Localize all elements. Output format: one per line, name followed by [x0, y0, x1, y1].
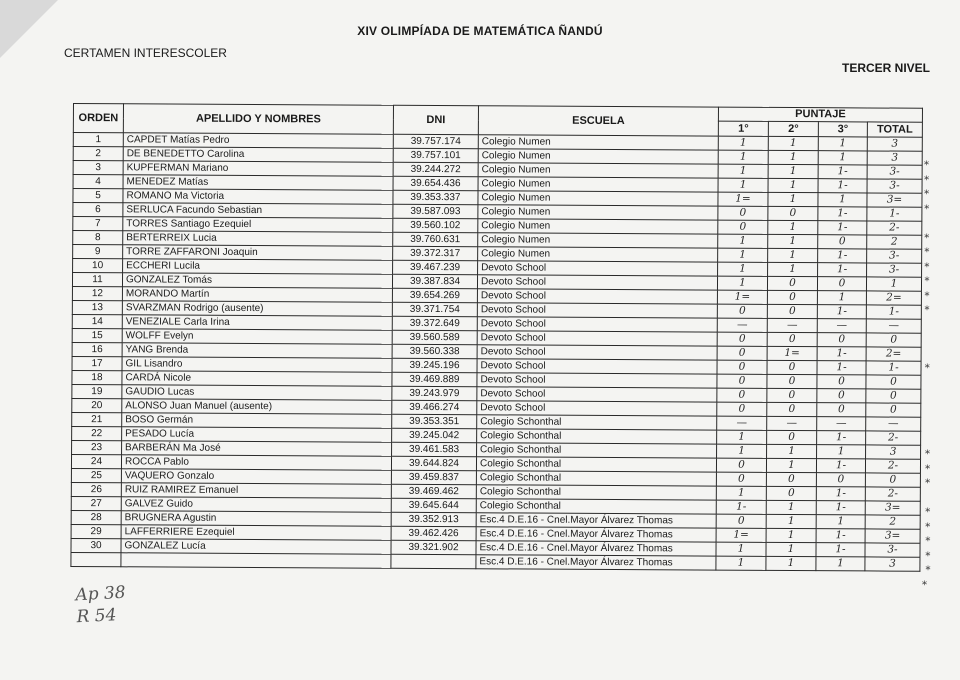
row-orden: 21 — [72, 412, 122, 426]
header-orden: ORDEN — [73, 104, 123, 133]
row-dni: 39.353.351 — [392, 414, 477, 428]
row-nombre: YANG Brenda — [122, 343, 392, 359]
row-score-1: 1 — [716, 542, 766, 556]
row-escuela: Devoto School — [477, 275, 717, 290]
row-escuela: Colegio Numen — [478, 247, 718, 262]
row-orden: 7 — [73, 217, 123, 231]
row-orden: 19 — [72, 384, 122, 398]
row-escuela: Colegio Schonthal — [477, 429, 717, 444]
row-escuela: Devoto School — [477, 359, 717, 374]
row-score-2: 1 — [768, 192, 818, 206]
row-orden: 4 — [73, 175, 123, 189]
row-check-mark: * — [925, 478, 931, 490]
row-check-mark: * — [925, 565, 931, 577]
row-dni: 39.560.589 — [392, 330, 477, 344]
row-dni: 39.560.102 — [393, 218, 478, 232]
handwritten-note — [75, 582, 127, 629]
row-orden: 14 — [72, 314, 122, 328]
row-check-mark: * — [924, 362, 930, 374]
row-score-2: 0 — [767, 290, 817, 304]
row-check-mark: * — [925, 550, 931, 562]
row-score-2: 1 — [766, 528, 816, 542]
row-check-mark: * — [924, 276, 930, 288]
row-check-mark: * — [924, 203, 930, 215]
row-escuela: Colegio Schonthal — [477, 443, 717, 458]
row-escuela: Devoto School — [477, 401, 717, 416]
row-score-1: — — [717, 318, 767, 332]
row-score-3: 0 — [817, 277, 866, 291]
row-score-2: 1 — [766, 458, 816, 472]
row-score-1: 0 — [716, 472, 766, 486]
row-score-3: 1- — [816, 487, 865, 501]
row-score-1: 1= — [717, 290, 767, 304]
row-dni: 39.244.272 — [393, 162, 478, 176]
row-nombre: GALVEZ Guido — [121, 497, 391, 513]
row-dni: 39.469.462 — [391, 484, 476, 498]
row-orden: 10 — [73, 259, 123, 273]
row-score-3: 1- — [817, 431, 866, 445]
row-score-total: 3- — [867, 249, 922, 263]
row-score-2: 1 — [768, 262, 818, 276]
row-score-1: 0 — [717, 402, 767, 416]
row-nombre: LAFFERRIERE Ezequiel — [121, 525, 391, 541]
row-dni: 39.644.824 — [391, 456, 476, 470]
row-dni: 39.371.754 — [392, 302, 477, 316]
row-nombre: VAQUERO Gonzalo — [121, 469, 391, 485]
row-score-2: 0 — [766, 472, 816, 486]
results-body — [71, 133, 922, 572]
row-escuela: Colegio Schonthal — [476, 485, 716, 500]
row-escuela: Devoto School — [477, 331, 717, 346]
row-score-3: 0 — [817, 403, 866, 417]
row-dni: 39.654.269 — [392, 288, 477, 302]
row-escuela: Devoto School — [477, 317, 717, 332]
row-nombre: MENEDEZ Matías — [123, 175, 393, 191]
row-dni: 39.459.837 — [391, 470, 476, 484]
row-check-mark: * — [924, 247, 930, 259]
row-score-1: 0 — [716, 514, 766, 528]
row-dni: 39.467.239 — [393, 260, 478, 274]
row-score-total: 3 — [867, 137, 922, 151]
row-score-2: 0 — [767, 430, 817, 444]
row-score-1: 1= — [718, 192, 768, 206]
row-nombre: BERTERREIX Lucia — [123, 231, 393, 247]
row-dni: 39.757.101 — [393, 148, 478, 162]
row-orden: 5 — [73, 189, 123, 203]
row-score-3: 1 — [816, 515, 865, 529]
row-score-1: 1 — [717, 276, 767, 290]
row-score-3: 0 — [817, 389, 866, 403]
row-check-mark: * — [924, 261, 930, 273]
row-dni: 39.461.583 — [392, 442, 477, 456]
row-nombre: BOSO Germán — [122, 413, 392, 429]
row-nombre: BARBERÁN Ma José — [122, 441, 392, 457]
row-escuela: Devoto School — [477, 373, 717, 388]
row-score-total: 1 — [866, 277, 921, 291]
row-check-mark: * — [925, 521, 931, 533]
row-nombre: GONZALEZ Lucía — [121, 539, 391, 555]
row-score-3: 1- — [817, 347, 866, 361]
row-dni: 39.372.649 — [392, 316, 477, 330]
row-score-total: 0 — [866, 403, 921, 417]
row-score-3: 1- — [818, 207, 867, 221]
row-score-3: 1- — [818, 221, 867, 235]
row-dni: 39.372.317 — [393, 246, 478, 260]
row-orden: 26 — [71, 482, 121, 496]
row-score-2: 1 — [768, 164, 818, 178]
row-escuela: Colegio Numen — [478, 191, 718, 206]
header-dni: DNI — [393, 105, 478, 134]
row-score-1: 1 — [718, 234, 768, 248]
row-orden: 2 — [73, 147, 123, 161]
row-score-1: 1 — [718, 164, 768, 178]
document-title: XIV OLIMPÍADA DE MATEMÁTICA ÑANDÚ — [357, 24, 603, 38]
row-score-1: 1 — [716, 486, 766, 500]
row-score-2: 0 — [768, 206, 818, 220]
row-score-total: — — [866, 319, 921, 333]
row-score-total: 0 — [866, 375, 921, 389]
row-dni: 39.466.274 — [392, 400, 477, 414]
row-score-2: 0 — [767, 360, 817, 374]
row-score-2: 1 — [768, 248, 818, 262]
header-apellido: APELLIDO Y NOMBRES — [123, 104, 393, 135]
row-score-total: — — [866, 417, 921, 431]
row-escuela: Colegio Numen — [478, 163, 718, 178]
row-nombre: PESADO Lucía — [122, 427, 392, 443]
row-score-total: 2- — [865, 459, 920, 473]
row-orden: 16 — [72, 342, 122, 356]
row-score-3: 0 — [816, 473, 865, 487]
row-dni: 39.352.913 — [391, 512, 476, 526]
row-escuela: Colegio Numen — [478, 219, 718, 234]
row-check-mark: * — [924, 160, 930, 172]
row-orden: 13 — [72, 300, 122, 314]
row-nombre: CARDÁ Nicole — [122, 371, 392, 387]
row-score-3: 1- — [818, 165, 867, 179]
row-check-mark: * — [922, 579, 927, 591]
row-nombre: ROMANO Ma Victoria — [123, 189, 393, 205]
row-escuela: Devoto School — [477, 303, 717, 318]
row-score-total: 0 — [865, 473, 920, 487]
row-score-2: 0 — [767, 276, 817, 290]
row-score-2: 1 — [768, 234, 818, 248]
note-line-1: Ap 38 — [74, 582, 127, 606]
row-check-mark: * — [924, 304, 930, 316]
row-check-mark: * — [925, 463, 931, 475]
row-score-2: 1 — [766, 514, 816, 528]
row-score-total: 3= — [865, 501, 920, 515]
row-escuela: Devoto School — [477, 289, 717, 304]
row-nombre: WOLFF Evelyn — [122, 329, 392, 345]
row-orden: 20 — [72, 398, 122, 412]
row-score-1: 1 — [718, 178, 768, 192]
row-score-3: 1- — [818, 249, 867, 263]
row-orden: 24 — [71, 454, 121, 468]
row-orden: 28 — [71, 510, 121, 524]
row-score-2: 1 — [768, 136, 818, 150]
row-orden: 6 — [73, 203, 123, 217]
row-dni: 39.387.834 — [392, 274, 477, 288]
row-score-3: 1 — [816, 557, 865, 571]
row-escuela: Esc.4 D.E.16 - Cnel.Mayor Álvarez Thomas — [476, 555, 716, 570]
row-score-2: 0 — [767, 332, 817, 346]
row-orden: 8 — [73, 231, 123, 245]
row-orden: 12 — [72, 286, 122, 300]
row-score-2: 1 — [766, 500, 816, 514]
row-score-total: 3= — [865, 529, 920, 543]
row-escuela: Colegio Numen — [478, 149, 718, 164]
row-nombre: GAUDIO Lucas — [122, 385, 392, 401]
row-score-total: 3- — [867, 263, 922, 277]
row-score-2: 1 — [768, 178, 818, 192]
row-score-1: — — [717, 416, 767, 430]
row-nombre: KUPFERMAN Mariano — [123, 161, 393, 177]
row-score-3: 1- — [816, 459, 865, 473]
row-score-2: 1 — [768, 150, 818, 164]
row-check-mark: * — [925, 507, 931, 519]
row-score-total: 3 — [867, 151, 922, 165]
row-score-1: 0 — [717, 374, 767, 388]
event-name: CERTAMEN INTERESCOLER — [64, 46, 227, 60]
row-orden: 9 — [73, 245, 123, 259]
row-score-2: 1= — [767, 346, 817, 360]
row-check-mark: * — [925, 536, 931, 548]
row-score-3: 1 — [817, 291, 866, 305]
row-score-2: 0 — [767, 388, 817, 402]
row-score-total: 2- — [865, 487, 920, 501]
row-dni: 39.462.426 — [391, 526, 476, 540]
header-escuela: ESCUELA — [478, 106, 718, 136]
row-score-3: 1- — [818, 179, 867, 193]
header-p1: 1° — [718, 121, 768, 136]
row-score-2: 1 — [766, 542, 816, 556]
row-score-3: 1- — [817, 305, 866, 319]
row-score-3: 1 — [818, 137, 867, 151]
row-score-2: 1 — [768, 220, 818, 234]
header-puntaje: PUNTAJE — [718, 107, 922, 122]
row-orden — [71, 552, 121, 566]
row-dni: 39.654.436 — [393, 176, 478, 190]
row-orden: 11 — [72, 273, 122, 287]
row-check-mark: * — [924, 174, 930, 186]
row-score-2: 1 — [766, 556, 816, 570]
row-dni: 39.645.644 — [391, 498, 476, 512]
row-score-2: — — [767, 416, 817, 430]
results-table — [70, 103, 923, 572]
row-score-1: 1- — [716, 500, 766, 514]
row-score-1: 1 — [718, 248, 768, 262]
row-score-1: 0 — [717, 304, 767, 318]
row-nombre: SVARZMAN Rodrigo (ausente) — [122, 301, 392, 317]
row-nombre: MORANDO Martín — [122, 287, 392, 303]
row-escuela: Devoto School — [478, 261, 718, 276]
row-dni: 39.245.042 — [392, 428, 477, 442]
row-dni: 39.243.979 — [392, 386, 477, 400]
row-escuela: Colegio Numen — [478, 177, 718, 192]
row-dni: 39.353.337 — [393, 190, 478, 204]
row-escuela: Colegio Schonthal — [476, 499, 716, 514]
header-total: TOTAL — [867, 122, 922, 137]
level-label: TERCER NIVEL — [842, 61, 931, 75]
row-score-total: 2 — [867, 235, 922, 249]
header-p3: 3° — [818, 122, 867, 137]
row-escuela: Devoto School — [477, 387, 717, 402]
row-nombre: ALONSO Juan Manuel (ausente) — [122, 399, 392, 415]
row-dni — [391, 554, 476, 568]
row-score-3: 1 — [818, 151, 867, 165]
row-escuela: Esc.4 D.E.16 - Cnel.Mayor Álvarez Thomas — [476, 541, 716, 556]
row-check-mark: * — [924, 189, 930, 201]
row-check-mark: * — [924, 290, 930, 302]
row-score-1: 1 — [716, 556, 766, 570]
row-orden: 15 — [72, 328, 122, 342]
row-score-total: 1- — [866, 361, 921, 375]
row-score-3: 1- — [816, 543, 865, 557]
row-score-3: 1 — [817, 445, 866, 459]
row-score-total: 3- — [867, 179, 922, 193]
row-dni: 39.321.902 — [391, 540, 476, 554]
row-orden: 23 — [72, 440, 122, 454]
row-score-1: 1 — [718, 136, 768, 150]
row-score-1: 0 — [716, 458, 766, 472]
row-dni: 39.469.889 — [392, 372, 477, 386]
row-escuela: Colegio Numen — [478, 205, 718, 220]
row-escuela: Esc.4 D.E.16 - Cnel.Mayor Álvarez Thomas — [476, 527, 716, 542]
row-orden: 1 — [73, 133, 123, 147]
row-score-1: 1 — [717, 444, 767, 458]
row-score-total: 0 — [866, 389, 921, 403]
row-nombre: GIL Lisandro — [122, 357, 392, 373]
row-check-mark: * — [925, 449, 931, 461]
row-score-1: 0 — [718, 220, 768, 234]
row-score-3: 0 — [817, 375, 866, 389]
row-score-total: 3 — [865, 557, 920, 571]
row-score-3: 1- — [818, 263, 867, 277]
row-orden: 3 — [73, 161, 123, 175]
row-check-mark: * — [924, 232, 930, 244]
row-nombre: SERLUCA Facundo Sebastian — [123, 203, 393, 219]
row-nombre: DE BENEDETTO Carolina — [123, 147, 393, 163]
row-nombre: CAPDET Matías Pedro — [123, 133, 393, 149]
row-score-2: — — [767, 318, 817, 332]
row-escuela: Colegio Numen — [478, 135, 718, 150]
row-orden: 27 — [71, 496, 121, 510]
row-orden: 30 — [71, 538, 121, 552]
row-score-1: 1 — [718, 150, 768, 164]
row-orden: 22 — [72, 426, 122, 440]
row-score-total: 2- — [867, 221, 922, 235]
row-dni: 39.245.196 — [392, 358, 477, 372]
row-score-total: 1- — [867, 207, 922, 221]
row-score-1: 0 — [717, 332, 767, 346]
row-score-1: 0 — [717, 360, 767, 374]
row-score-3: 0 — [817, 333, 866, 347]
row-score-3: 1- — [817, 361, 866, 375]
row-score-2: 0 — [767, 304, 817, 318]
row-escuela: Colegio Numen — [478, 233, 718, 248]
row-score-total: 3- — [867, 165, 922, 179]
row-nombre: BRUGNERA Agustin — [121, 511, 391, 527]
note-line-2: R 54 — [76, 605, 117, 628]
row-escuela: Esc.4 D.E.16 - Cnel.Mayor Álvarez Thomas — [476, 513, 716, 528]
row-score-3: 1- — [816, 501, 865, 515]
row-dni: 39.560.338 — [392, 344, 477, 358]
row-score-total: 1- — [866, 305, 921, 319]
row-orden: 18 — [72, 370, 122, 384]
row-orden: 25 — [71, 468, 121, 482]
row-orden: 29 — [71, 524, 121, 538]
row-nombre: RUIZ RAMIREZ Emanuel — [121, 483, 391, 499]
row-score-total: 3- — [865, 543, 920, 557]
row-score-total: 2= — [866, 291, 921, 305]
row-dni: 39.757.174 — [393, 134, 478, 148]
row-score-3: 1- — [816, 529, 865, 543]
header-p2: 2° — [768, 121, 818, 136]
row-nombre: TORRES Santiago Ezequiel — [123, 217, 393, 233]
row-nombre: ROCCA Pablo — [121, 455, 391, 471]
row-nombre: ECCHERI Lucila — [123, 259, 393, 275]
row-dni: 39.587.093 — [393, 204, 478, 218]
row-score-2: 0 — [766, 486, 816, 500]
row-nombre — [121, 553, 391, 569]
row-score-3: 0 — [818, 235, 867, 249]
row-score-2: 1 — [767, 444, 817, 458]
row-score-total: 2 — [865, 515, 920, 529]
row-score-total: 2- — [866, 431, 921, 445]
row-score-1: 1 — [717, 430, 767, 444]
row-escuela: Devoto School — [477, 345, 717, 360]
row-score-1: 0 — [717, 388, 767, 402]
row-nombre: VENEZIALE Carla Irina — [122, 315, 392, 331]
row-score-2: 0 — [767, 374, 817, 388]
row-score-1: 0 — [718, 206, 768, 220]
row-score-total: 2= — [866, 347, 921, 361]
row-nombre: TORRE ZAFFARONI Joaquin — [123, 245, 393, 261]
row-score-3: — — [817, 319, 866, 333]
row-orden: 17 — [72, 356, 122, 370]
row-score-1: 1 — [718, 262, 768, 276]
row-score-2: 0 — [767, 402, 817, 416]
row-escuela: Colegio Schonthal — [476, 457, 716, 472]
row-score-3: — — [817, 417, 866, 431]
row-score-1: 1= — [716, 528, 766, 542]
row-escuela: Colegio Schonthal — [477, 415, 717, 430]
row-score-total: 3= — [867, 193, 922, 207]
row-dni: 39.760.631 — [393, 232, 478, 246]
row-score-1: 0 — [717, 346, 767, 360]
row-nombre: GONZALEZ Tomás — [122, 273, 392, 289]
row-score-total: 0 — [866, 333, 921, 347]
row-score-3: 1 — [818, 193, 867, 207]
row-score-total: 3 — [866, 445, 921, 459]
row-escuela: Colegio Schonthal — [476, 471, 716, 486]
